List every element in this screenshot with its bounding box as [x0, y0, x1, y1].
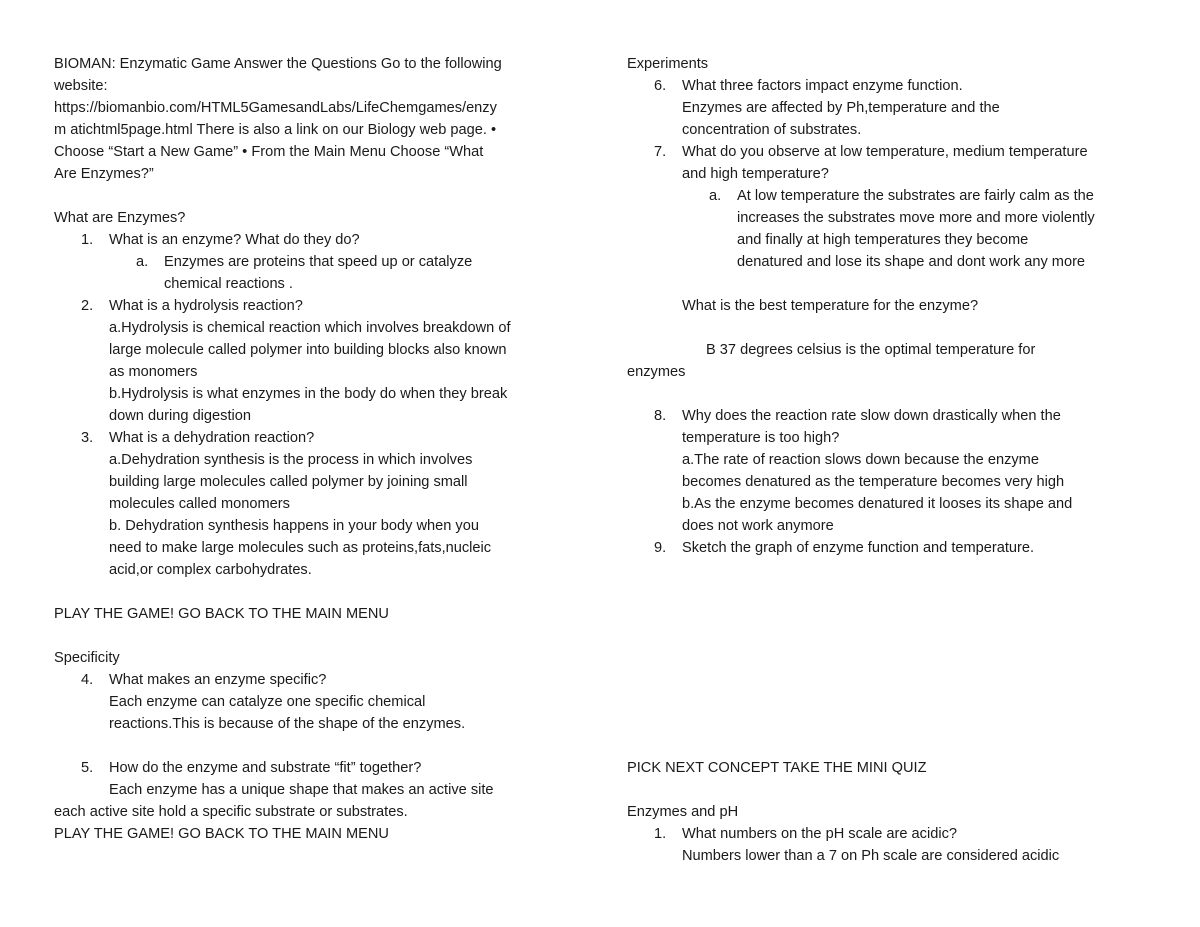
- intro-line: m atichtml5page.html There is also a link on our Biology web page. •: [54, 122, 497, 138]
- answer-line: need to make large molecules such as proteins,fats,nucleic: [109, 540, 492, 556]
- right-column: [627, 53, 1152, 867]
- best-temp-answer: B 37 degrees celsius is the optimal temperature for: [706, 342, 1036, 358]
- question-4: [54, 669, 574, 691]
- best-temp-question: What is the best temperature for the enzyme?: [682, 298, 979, 314]
- answer-line: b.As the enzyme becomes denatured it looses its shape and: [682, 496, 1073, 512]
- blank-line: [627, 603, 1152, 625]
- ph-question-1: [627, 823, 1152, 845]
- blank-line: [627, 669, 1152, 691]
- answer-line: b. Dehydration synthesis happens in your body when you: [109, 518, 479, 534]
- question-number: 6.: [654, 78, 667, 94]
- best-temp-answer: enzymes: [627, 364, 686, 380]
- question-number: 4.: [81, 672, 94, 688]
- question-2: [54, 295, 574, 317]
- answer-line: each active site hold a specific substrate or substrates.: [54, 804, 408, 820]
- answer-line: Numbers lower than a 7 on Ph scale are considered acidic: [682, 848, 1060, 864]
- blank-line: [627, 581, 1152, 603]
- intro-line: https://biomanbio.com/HTML5GamesandLabs/LifeChemgames/enzy: [54, 100, 497, 116]
- answer-line: concentration of substrates.: [682, 122, 862, 138]
- question-text: temperature is too high?: [682, 430, 840, 446]
- answer-line: large molecule called polymer into building blocks also known: [109, 342, 507, 358]
- play-instruction: PLAY THE GAME! GO BACK TO THE MAIN MENU: [54, 606, 389, 622]
- answer-letter: a.: [136, 254, 149, 270]
- answer-line: Each enzyme has a unique shape that makes an active site: [109, 782, 494, 798]
- blank-line: [54, 735, 574, 757]
- question-5: [54, 757, 574, 779]
- left-column: [54, 53, 574, 845]
- intro-line: Choose “Start a New Game” • From the Main Menu Choose “What: [54, 144, 484, 160]
- question-text: What do you observe at low temperature, medium temperature: [682, 144, 1088, 160]
- answer-text: Enzymes are proteins that speed up or catalyze: [164, 254, 473, 270]
- answer-letter: a.: [709, 188, 722, 204]
- question-text: Why does the reaction rate slow down drastically when the: [682, 408, 1061, 424]
- question-text: What makes an enzyme specific?: [109, 672, 327, 688]
- blank-line: [627, 647, 1152, 669]
- answer-line: Each enzyme can catalyze one specific chemical: [109, 694, 426, 710]
- answer-line: a.Hydrolysis is chemical reaction which involves breakdown of: [109, 320, 511, 336]
- blank-line: [54, 625, 574, 647]
- answer-line: building large molecules called polymer by joining small: [109, 474, 468, 490]
- intro-line: BIOMAN: Enzymatic Game Answer the Questions Go to the following: [54, 56, 502, 72]
- answer-line: acid,or complex carbohydrates.: [109, 562, 312, 578]
- answer-line: Enzymes are affected by Ph,temperature and the: [682, 100, 1000, 116]
- question-text: What is a dehydration reaction?: [109, 430, 315, 446]
- blank-line: [627, 713, 1152, 735]
- question-text: Sketch the graph of enzyme function and temperature.: [682, 540, 1035, 556]
- question-number: 3.: [81, 430, 94, 446]
- answer-line: b.Hydrolysis is what enzymes in the body do when they break: [109, 386, 508, 402]
- answer-7a: [627, 185, 1152, 207]
- section-heading: What are Enzymes?: [54, 210, 186, 226]
- question-1: [54, 229, 574, 251]
- answer-line: molecules called monomers: [109, 496, 290, 512]
- blank-line: [627, 735, 1152, 757]
- answer-line: down during digestion: [109, 408, 251, 424]
- question-9: [627, 537, 1152, 559]
- answer-line: does not work anymore: [682, 518, 834, 534]
- answer-line: a.The rate of reaction slows down because the enzyme: [682, 452, 1039, 468]
- blank-line: [54, 185, 574, 207]
- answer-line: and finally at high temperatures they become: [737, 232, 1029, 248]
- question-text: How do the enzyme and substrate “fit” together?: [109, 760, 422, 776]
- blank-line: [54, 581, 574, 603]
- intro-line: Are Enzymes?”: [54, 166, 154, 182]
- blank-line: [627, 559, 1152, 581]
- section-heading: Enzymes and pH: [627, 804, 739, 820]
- question-number: 9.: [654, 540, 667, 556]
- question-3: [54, 427, 574, 449]
- question-text: and high temperature?: [682, 166, 829, 182]
- answer-line: a.Dehydration synthesis is the process in which involves: [109, 452, 473, 468]
- question-6: [627, 75, 1152, 97]
- blank-line: [627, 383, 1152, 405]
- blank-line: [627, 273, 1152, 295]
- question-number: 8.: [654, 408, 667, 424]
- next-instruction: PICK NEXT CONCEPT TAKE THE MINI QUIZ: [627, 760, 927, 776]
- play-instruction: PLAY THE GAME! GO BACK TO THE MAIN MENU: [54, 826, 389, 842]
- section-heading: Experiments: [627, 56, 709, 72]
- blank-line: [627, 691, 1152, 713]
- question-number: 5.: [81, 760, 94, 776]
- answer-line: chemical reactions .: [164, 276, 293, 292]
- blank-line: [627, 625, 1152, 647]
- blank-line: [627, 779, 1152, 801]
- question-text: What three factors impact enzyme function.: [682, 78, 963, 94]
- answer-line: denatured and lose its shape and dont work any more: [737, 254, 1086, 270]
- question-number: 7.: [654, 144, 667, 160]
- question-text: What is an enzyme? What do they do?: [109, 232, 360, 248]
- section-heading: Specificity: [54, 650, 120, 666]
- answer-line: becomes denatured as the temperature becomes very high: [682, 474, 1065, 490]
- answer-line: reactions.This is because of the shape of the enzymes.: [109, 716, 466, 732]
- blank-line: [627, 317, 1152, 339]
- question-text: What is a hydrolysis reaction?: [109, 298, 303, 314]
- question-number: 1.: [81, 232, 94, 248]
- answer-line: increases the substrates move more and more violently: [737, 210, 1095, 226]
- answer-line: as monomers: [109, 364, 198, 380]
- question-number: 2.: [81, 298, 94, 314]
- intro-line: website:: [54, 78, 108, 94]
- question-number: 1.: [654, 826, 667, 842]
- question-8: [627, 405, 1152, 427]
- question-7: [627, 141, 1152, 163]
- answer-text: At low temperature the substrates are fairly calm as the: [737, 188, 1094, 204]
- answer-1a: [54, 251, 574, 273]
- question-text: What numbers on the pH scale are acidic?: [682, 826, 957, 842]
